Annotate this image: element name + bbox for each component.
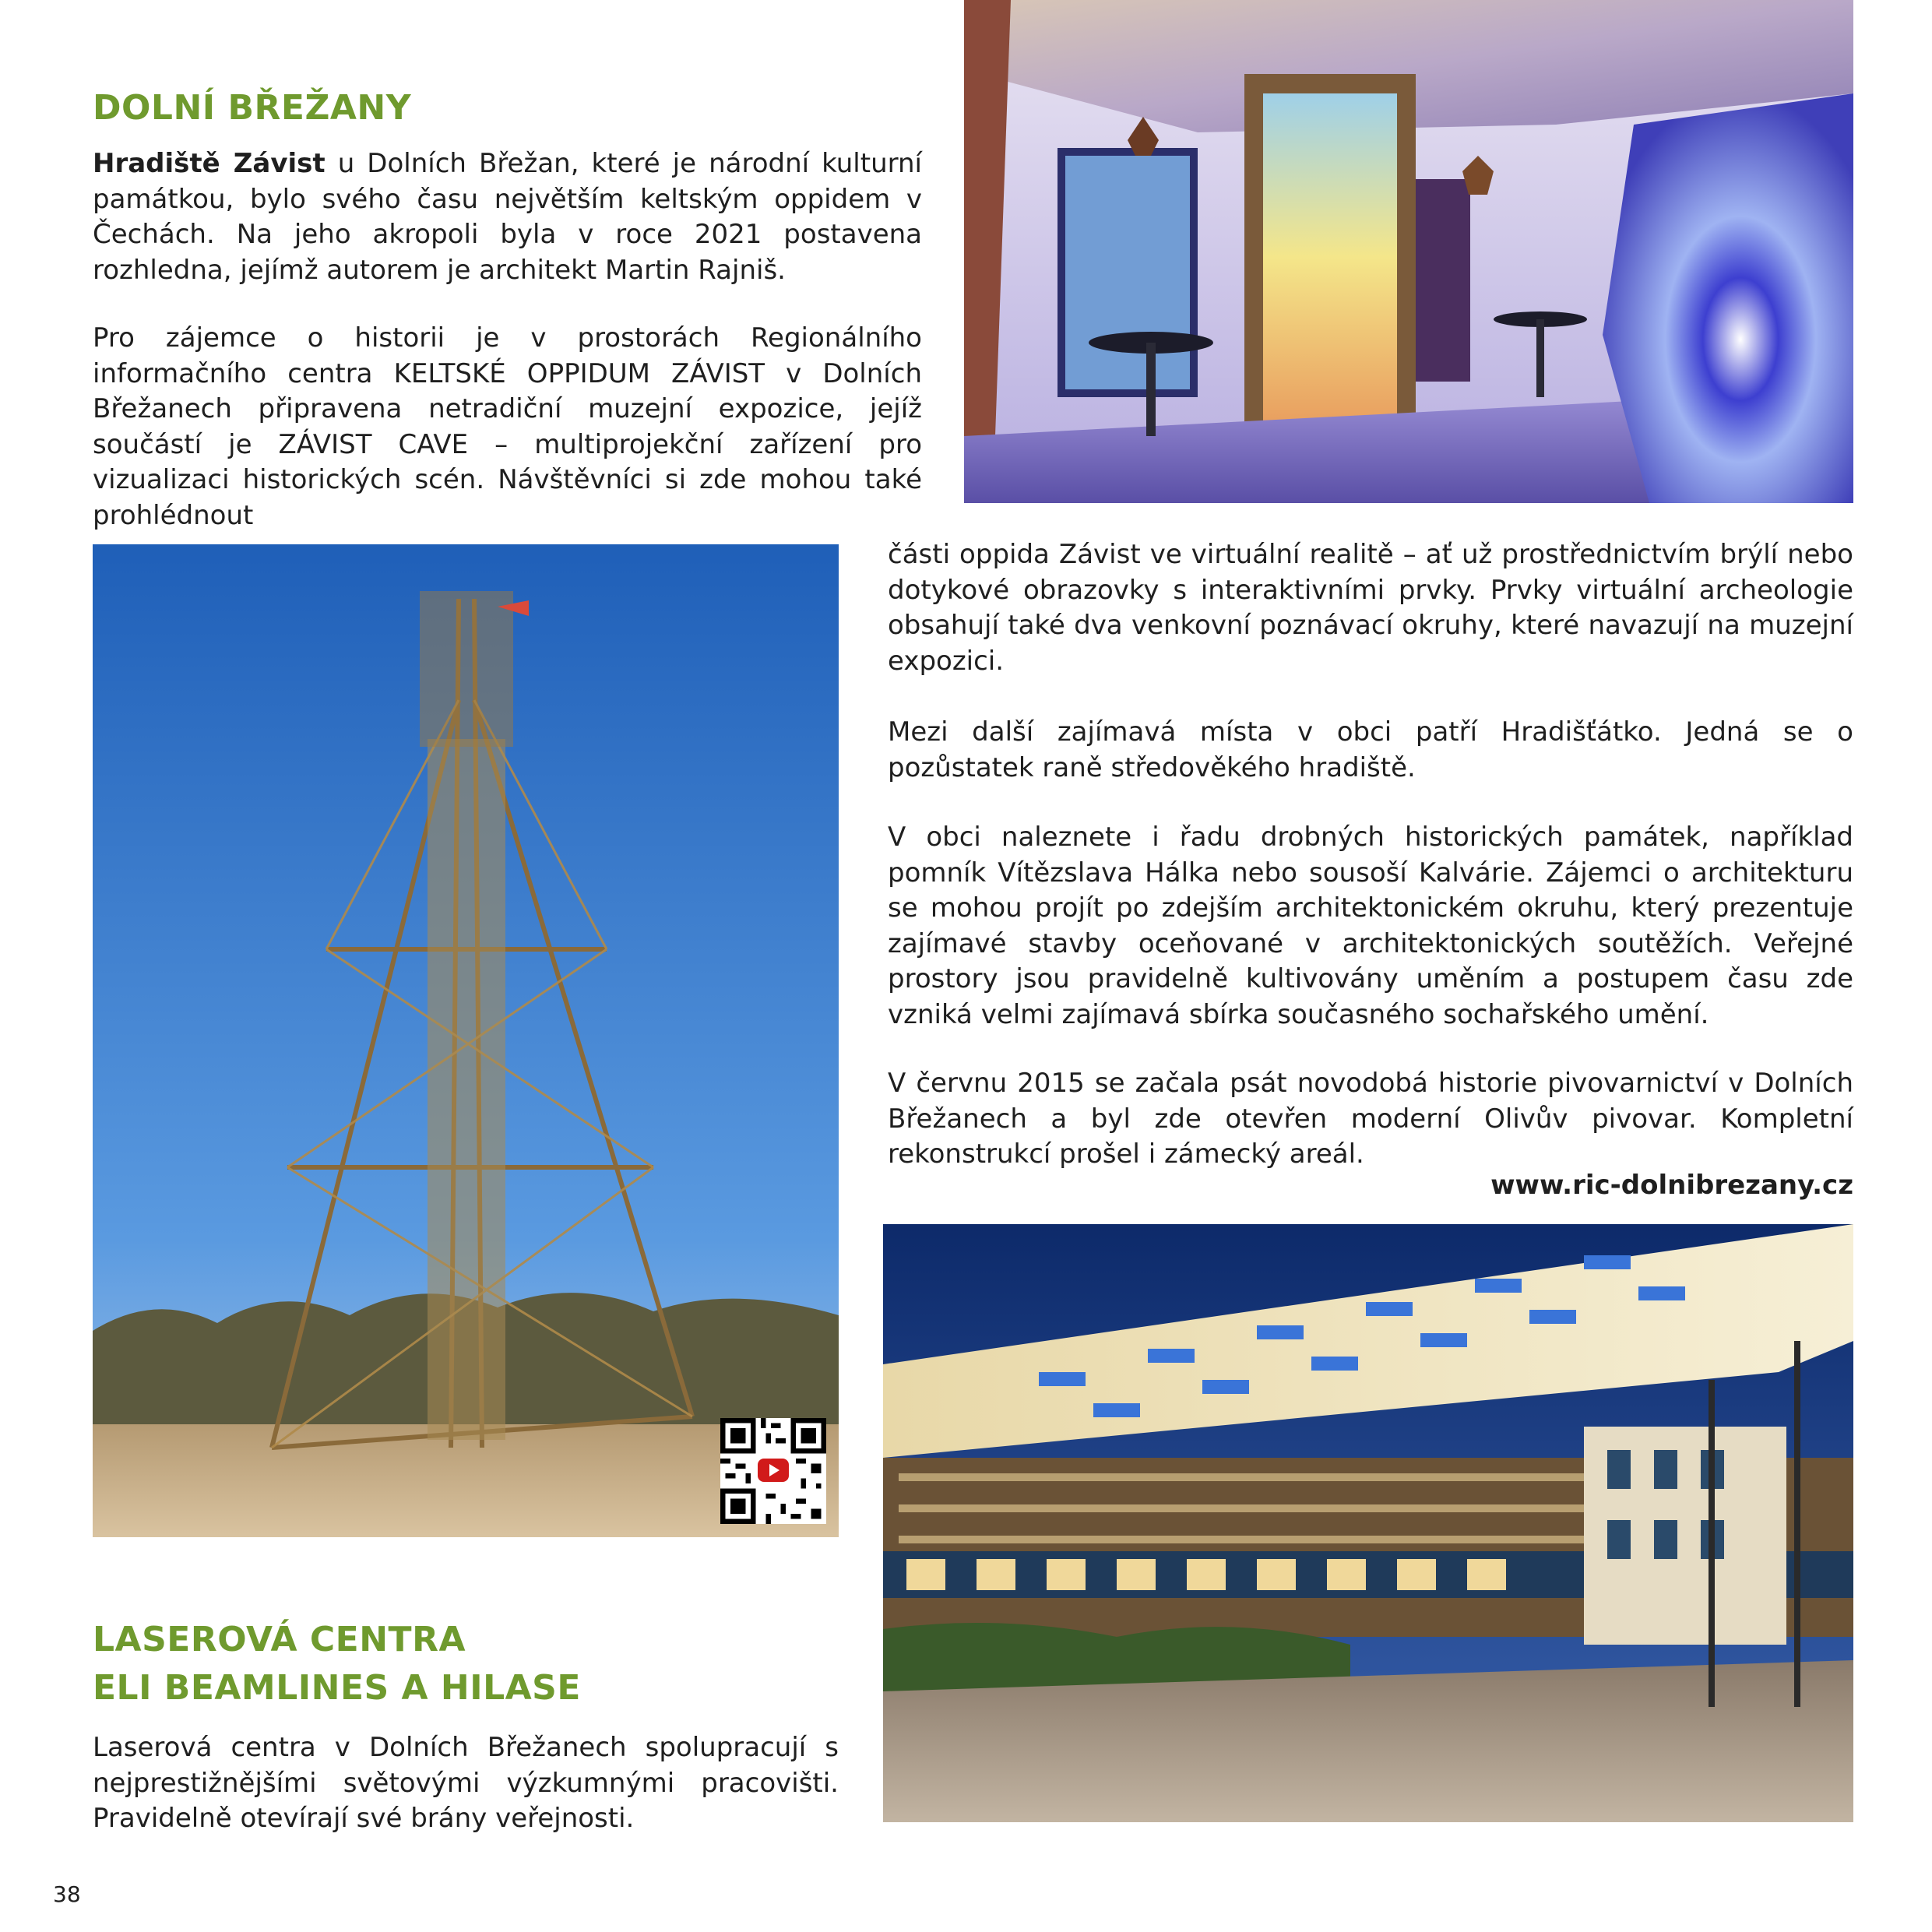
hradistatko-paragraph: Mezi další zajímavá místa v obci patří Hradišťátko. Jedná se o pozůstatek raně středověkého hradiště. [888,716,1853,783]
website-link[interactable]: www.ric-dolnibrezany.cz [1490,1170,1853,1201]
section-title-laser-centres-line1: LASEROVÁ CENTRA [93,1620,466,1659]
intro-paragraph [93,146,922,288]
section-title-dolni-brezany: DOLNÍ BŘEŽANY [93,88,412,128]
youtube-play-icon [758,1459,789,1482]
history-paragraph: Pro zájemce o historii je v prostorách Regionálního informačního centra KELTSKÉ OPPIDUM ZÁVIST v Dolních Břežanech připravena netradiční muzejní expozice, jejíž součástí je ZÁVIST CAVE – multiprojekční zařízení pro vizualizaci historických scén. Návštěvníci si zde mohou také prohlédnout [93,322,922,531]
laser-centres-paragraph: Laserová centra v Dolních Břežanech spolupracují s nejprestižnějšími světovými výzkumnými pracovišti. Pravidelně otevírají své brány veřejnosti. [93,1732,839,1834]
intro-bold-lead: Hradiště Závist [93,148,326,179]
section-title-laser-centres-line2: ELI BEAMLINES A HILASE [93,1668,581,1708]
intro-text: u Dolních Břežan, které je národní kulturní památkou, bylo svého času největším keltským oppidem v Čechách. Na jeho akropoli byla v roce 2021 postavena rozhledna, jejímž autorem je architekt Martin Rajniš. [93,148,922,286]
observation-tower-photo [93,544,839,1537]
page-number: 38 [53,1881,81,1907]
brewery-paragraph: V červnu 2015 se začala psát novodobá historie pivovarnictví v Dolních Břežanech a byl zde otevřen moderní Olivův pivovar. Kompletní rekonstrukcí prošel i zámecký areál. [888,1068,1853,1170]
monuments-paragraph: V obci naleznete i řadu drobných historických památek, například pomník Vítězslava Hálka nebo sousoší Kalvárie. Zájemci o architekturu se mohou projít po zdejším architektonickém okruhu, který prezentuje zajímavé stavby oceňované v architektonických soutěžích. Veřejné prostory jsou pravidelně kultivovány uměním a postupem času zde vzniká velmi zajímavá sbírka současného sochařského umění. [888,822,1853,1030]
virtual-reality-paragraph: části oppida Závist ve virtuální realitě – ať už prostřednictvím brýlí nebo dotykové obrazovky s interaktivními prvky. Prvky virtuální archeologie obsahují také dva venkovní poznávací okruhy, které navazují na muzejní expozici. [888,539,1853,677]
youtube-qr-code[interactable] [720,1418,826,1524]
laser-centre-building-photo [883,1224,1853,1822]
museum-interior-photo [964,0,1853,503]
